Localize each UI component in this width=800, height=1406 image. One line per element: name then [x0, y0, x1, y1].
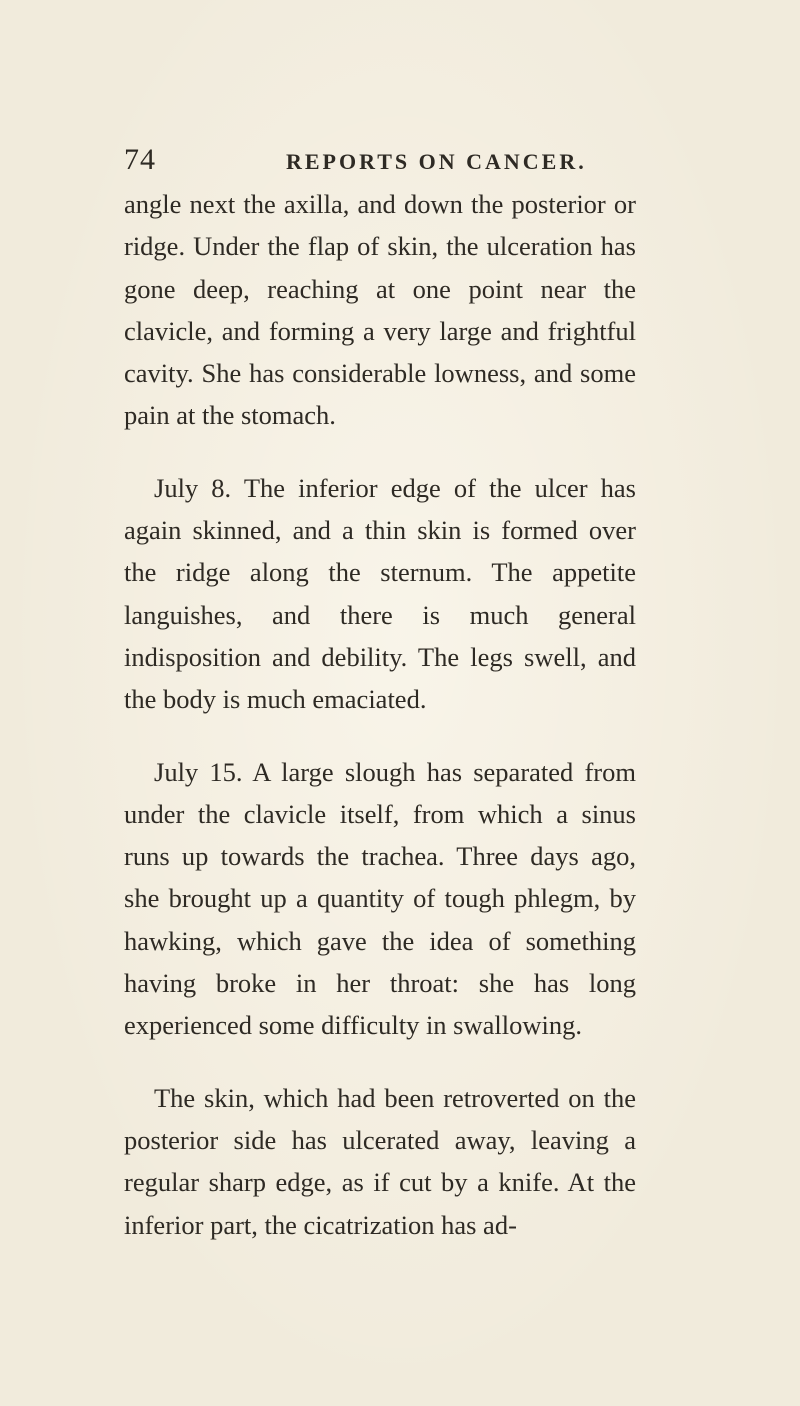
paragraph-3: July 15. A large slough has separated from under the clavicle itself, from which a sinus runs up towards the trachea. Three days ago, she brought up a quantity of tough phlegm, by hawking, which gave the idea of something having broke in her throat: she has long experienced some difficulty in swallowing. — [124, 756, 636, 1041]
running-title: REPORTS ON CANCER. — [286, 149, 587, 174]
body-text — [124, 183, 636, 1246]
paragraph-2: July 8. The inferior edge of the ulcer has again skinned, and a thin skin is formed over the ridge along the sternum. The appetite languishes, and there is much general indisposition and debility. The legs swell, and the body is much emaciated. — [124, 472, 636, 715]
running-head — [124, 140, 604, 180]
paragraph-1: angle next the axilla, and down the posterior or ridge. Under the flap of skin, the ulceration has gone deep, reaching at one point near the clavicle, and forming a very large and frightful cavity. She has considerable lowness, and some pain at the stomach. — [124, 189, 636, 431]
page-number: 74 — [124, 143, 156, 176]
paragraph-4: The skin, which had been retroverted on the posterior side has ulcerated away, leaving a regular sharp edge, as if cut by a knife. At the inferior part, the cicatrization has ad- — [124, 1082, 636, 1240]
